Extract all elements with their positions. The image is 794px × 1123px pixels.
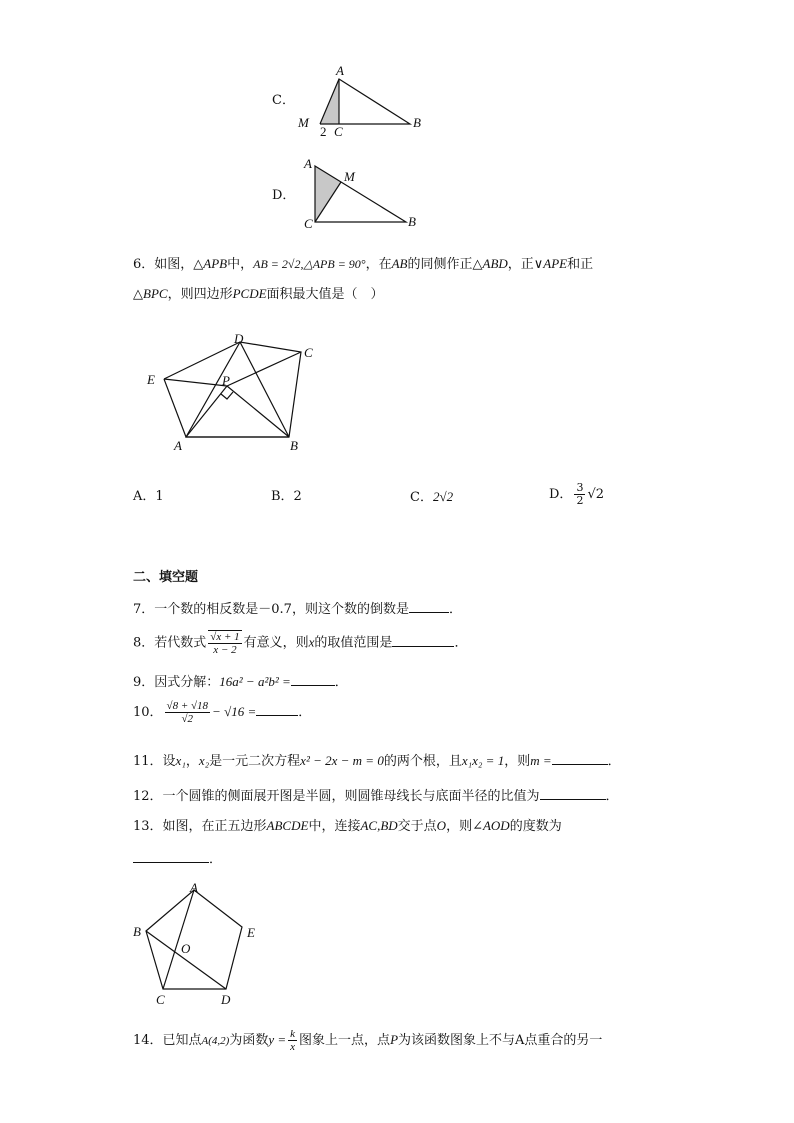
label-e: E: [247, 925, 255, 940]
option-c: C．2√2: [410, 489, 454, 505]
question-10: 10． $\frac{√8 + √18}{√2}$ − √16 = ．: [133, 700, 312, 725]
question-13-blank: ．: [133, 848, 222, 869]
label-b: B: [413, 115, 421, 130]
label-a: A: [304, 156, 312, 171]
regular-pentagon-figure: [128, 875, 268, 1010]
option-b: B．2: [271, 489, 302, 504]
label-b: B: [408, 214, 416, 229]
triangle-figure-c: [290, 60, 430, 140]
option-c-label: C．: [272, 93, 295, 108]
section-2-heading: 二、填空题: [133, 570, 199, 585]
label-c: C: [304, 345, 313, 360]
question-6-line-1: 6．如图，△APB中，AB = 2√2,△APB = 90°，在AB的同侧作正△ABD，正∨APE和正: [133, 256, 594, 272]
label-m: M: [344, 169, 355, 184]
label-d: D: [221, 992, 231, 1007]
label-a: A: [174, 438, 182, 453]
question-8: 8．若代数式 $\frac{√x + 1}{x - 2}$ 有意义，则x的取值范围是 ．: [133, 631, 468, 656]
label-two: 2: [320, 124, 327, 139]
question-13: 13．如图，在正五边形ABCDE中，连接AC,BD交于点O，则∠AOD的度数为: [133, 818, 562, 834]
label-o: O: [181, 941, 191, 956]
option-a: A．1: [133, 489, 164, 504]
question-6-line-2: △BPC，则四边形PCDE面积最大值是（ ）: [133, 286, 384, 302]
label-c: C: [304, 216, 313, 231]
label-c: C: [156, 992, 165, 1007]
label-a: A: [336, 63, 344, 78]
pentagon-pcde-figure: [140, 328, 340, 458]
label-d: D: [234, 331, 244, 346]
question-11: 11．设x₁，x₂是一元二次方程x² − 2x − m = 0的两个根，且x₁x₂ = 1，则m = ．: [133, 750, 621, 771]
option-d-label: D．: [272, 188, 296, 203]
label-b: B: [290, 438, 298, 453]
triangle-figure-d: [295, 152, 435, 237]
label-a: A: [190, 880, 198, 895]
option-d: D． $\frac{3}{2}$ √2: [549, 481, 604, 507]
question-12: 12．一个圆锥的侧面展开图是半圆，则圆锥母线长与底面半径的比值为 ．: [133, 785, 619, 806]
label-m: M: [298, 115, 309, 130]
question-7: 7．一个数的相反数是－0.7，则这个数的倒数是 ．: [133, 598, 462, 619]
label-e: E: [147, 372, 155, 387]
label-c: C: [334, 124, 343, 139]
label-p: P: [222, 373, 230, 388]
question-14: 14．已知点A(4,2)为函数y = $\frac{k}{x}$ 图象上一点，点P为该函数图象上不与A点重合的另一: [133, 1028, 603, 1053]
question-9: 9．因式分解：16a² − a²b² = ．: [133, 671, 348, 692]
label-b: B: [133, 924, 141, 939]
